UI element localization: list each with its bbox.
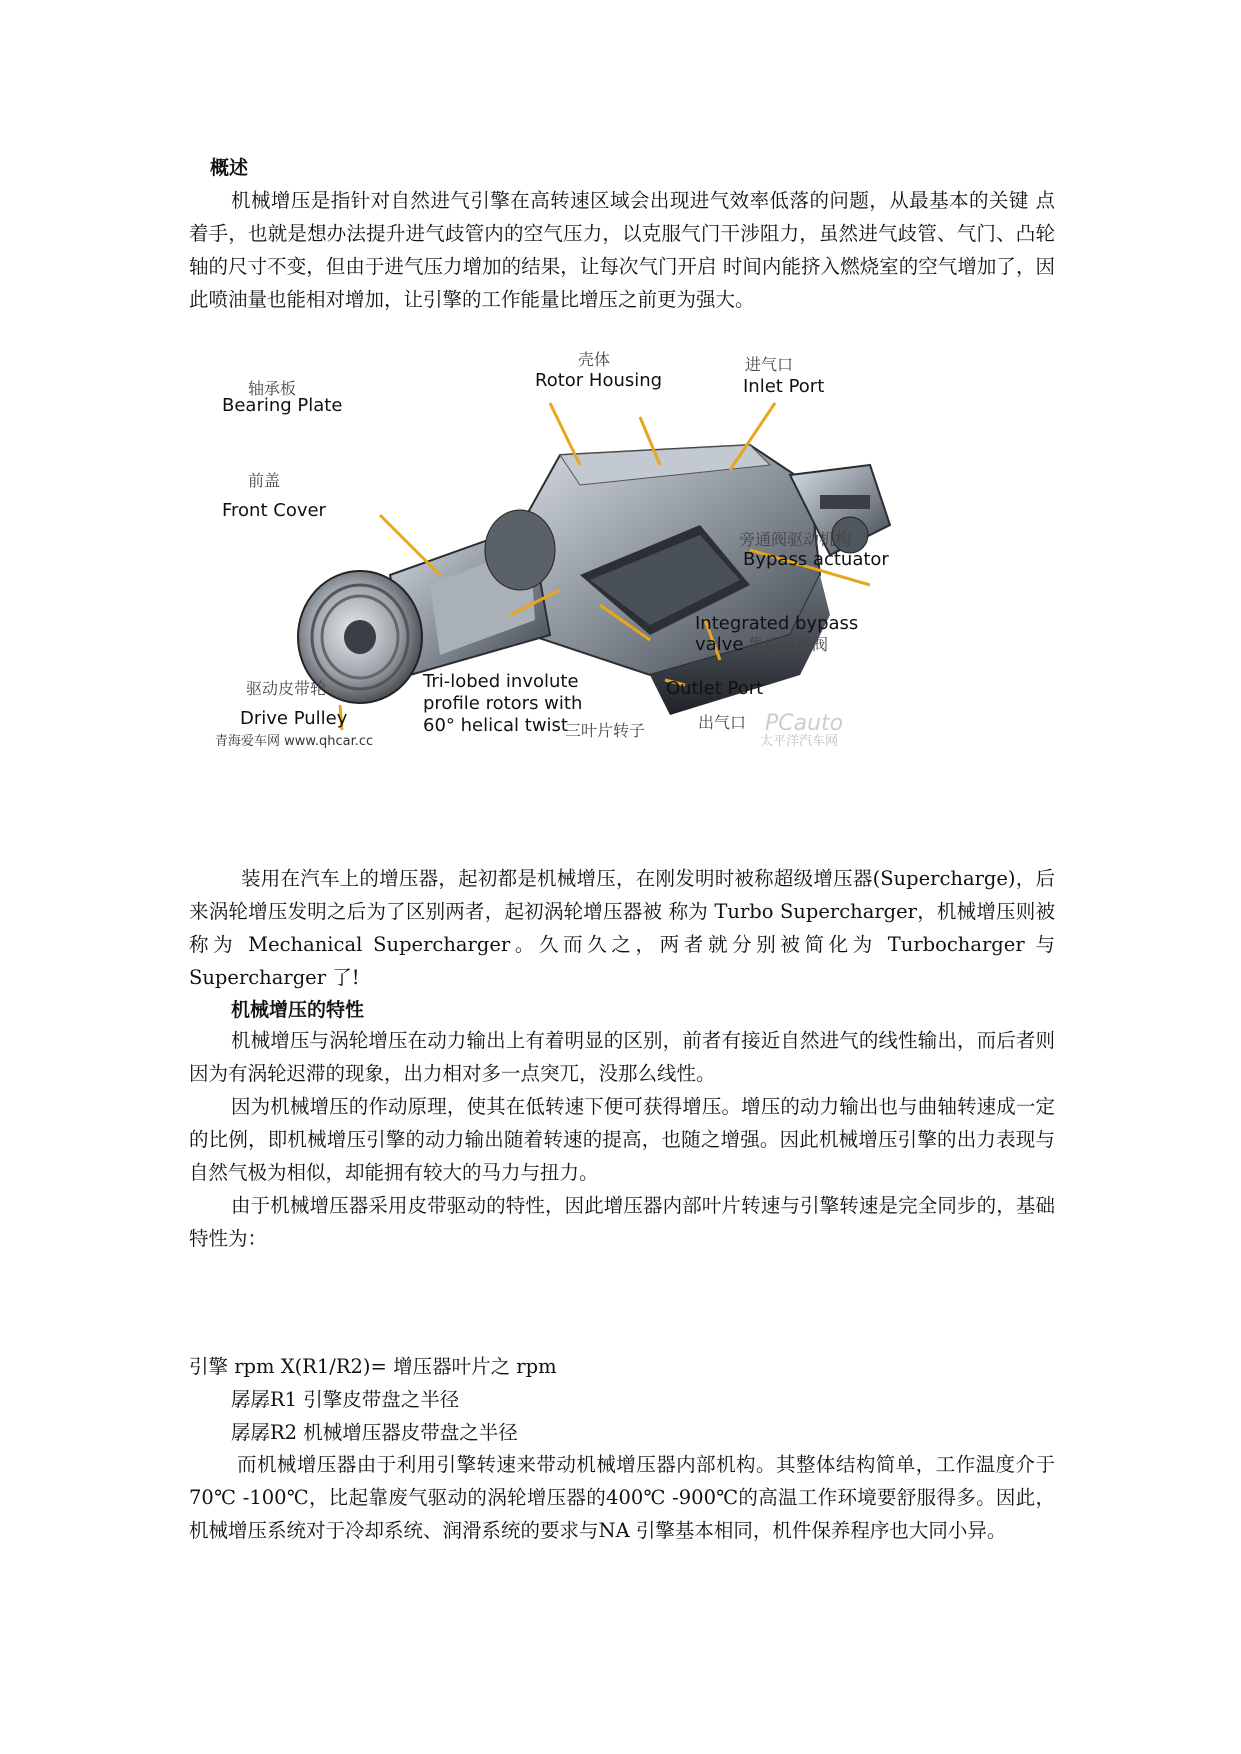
formula-r2: 孱孱R2 机械增压器皮带盘之半径 xyxy=(231,1421,518,1444)
label-bearing-plate: Bearing Plate xyxy=(222,395,343,416)
label-rotor-housing-cn: 壳体 xyxy=(578,350,611,369)
formula-line: 引擎 rpm X(R1/R2)= 增压器叶片之 rpm xyxy=(189,1355,557,1378)
label-bypass-actuator: Bypass actuator xyxy=(743,549,889,570)
label-drive-pulley: Drive Pulley xyxy=(240,708,348,729)
paragraph-features-1: 机械增压与涡轮增压在动力输出上有着明显的区别，前者有接近自然进气的线性输出，而后者则因为有涡轮迟滞的现象，出力相对多一点突兀，没那么线性。 xyxy=(189,1029,1055,1085)
label-rotors-1: Tri-lobed involute xyxy=(423,671,579,692)
label-rotors-3: 60° helical twist xyxy=(423,715,568,736)
label-outlet-port: Outlet Port xyxy=(666,678,764,699)
label-integrated-bypass-2: valve xyxy=(695,634,744,655)
heading-features: 机械增压的特性 xyxy=(231,999,365,1021)
paragraph-intro: 机械增压是指针对自然进气引擎在高转速区域会出现进气效率低落的问题，从最基本的关键 点着手，也就是想办法提升进气歧管内的空气压力，以克服气门干涉阻力，虽然进气歧管、气门、凸轮轴的尺寸不变，但由于进气压力增加的结果，让每次气门开启 时间内能挤入燃烧室的空气增加了，因此喷油量也能相对增加，让引擎的工作能量比增压之前更为强大。 xyxy=(189,189,1055,311)
paragraph-features-3: 由于机械增压器采用皮带驱动的特性，因此增压器内部叶片转速与引擎转速是完全同步的，基础特性为： xyxy=(189,1194,1055,1250)
label-integrated-bypass-cn: 集成旁通阀 xyxy=(748,635,829,654)
label-inlet-port: Inlet Port xyxy=(743,376,825,397)
label-outlet-port-cn: 出气口 xyxy=(698,713,747,732)
label-bearing-plate-cn: 轴承板 xyxy=(248,379,297,398)
paragraph-temperature: 而机械增压器由于利用引擎转速来带动机械增压器内部机构。其整体结构简单，工作温度介于70℃ -100℃，比起靠废气驱动的涡轮增压器的400℃ -900℃的高温工作环境要舒服得多。因此，机械增压系统对于冷却系统、润滑系统的要求与NA 引擎基本相同，机件保养程序也大同小异。 xyxy=(189,1453,1055,1542)
heading-overview: 概述 xyxy=(210,157,249,179)
label-front-cover-cn: 前盖 xyxy=(248,471,281,490)
label-bypass-actuator-cn: 旁通阀驱动机构 xyxy=(739,530,852,549)
label-rotors-cn: 三叶片转子 xyxy=(565,721,646,740)
label-rotors-2: profile rotors with xyxy=(423,693,583,714)
label-integrated-bypass-1: Integrated bypass xyxy=(695,613,859,634)
supercharger-diagram xyxy=(215,350,1010,835)
watermark-left: 青海爱车网 www.qhcar.cc xyxy=(215,734,374,749)
paragraph-history: 装用在汽车上的增压器，起初都是机械增压，在刚发明时被称超级增压器(Supercharge)，后来涡轮增压发明之后为了区别两者，起初涡轮增压器被 称为 Turbo Supercharger，机械增压则被称为 Mechanical Supercharger。久而久之，两者就分别被简化为 Turbocharger 与 Supercharger 了! xyxy=(189,867,1055,989)
watermark-right-cn: 太平洋汽车网 xyxy=(760,734,839,749)
label-rotor-housing: Rotor Housing xyxy=(535,370,663,391)
formula-r1: 孱孱R1 引擎皮带盘之半径 xyxy=(231,1388,460,1411)
paragraph-features-2: 因为机械增压的作动原理，使其在低转速下便可获得增压。增压的动力输出也与曲轴转速成一定的比例，即机械增压引擎的动力输出随着转速的提高，也随之增强。因此机械增压引擎的出力表现与自然气极为相似，却能拥有较大的马力与扭力。 xyxy=(189,1095,1055,1184)
label-inlet-port-cn: 进气口 xyxy=(745,355,794,374)
label-front-cover: Front Cover xyxy=(222,500,326,521)
label-drive-pulley-cn: 驱动皮带轮 xyxy=(246,679,327,698)
watermark-right-brand: PCauto xyxy=(765,711,844,736)
